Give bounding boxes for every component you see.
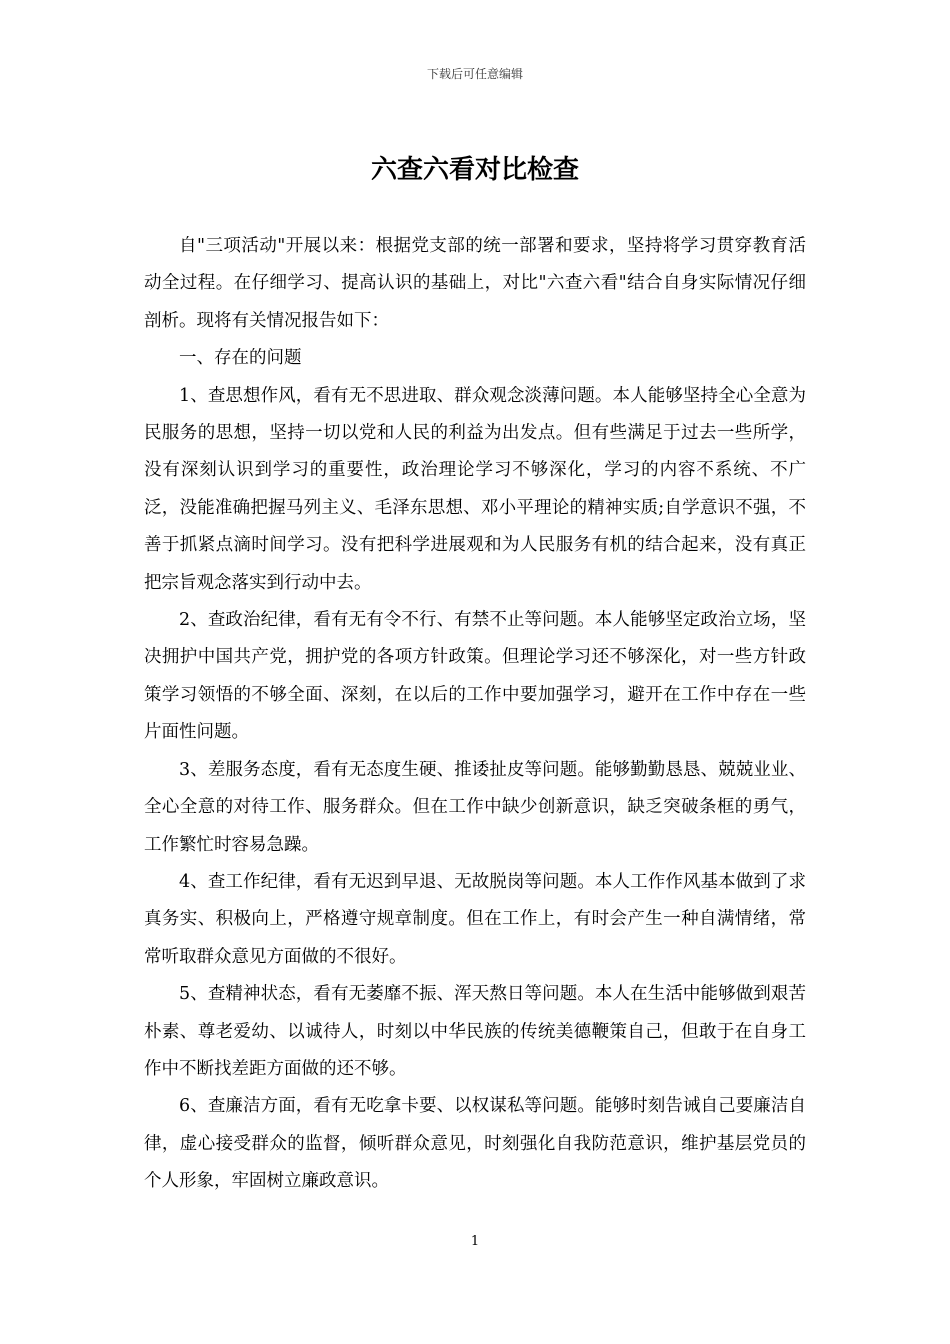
- document-title: 六查六看对比检查: [370, 155, 579, 185]
- paragraph-item-2: 2、查政治纪律，看有无有令不行、有禁不止等问题。本人能够坚定政治立场，坚决拥护中国共产党，拥护党的各项方针政策。但理论学习还不够深化，对一些方针政策学习领悟的不够全面、深刻，在以后的工作中要加强学习，避开在工作中存在一些片面性问题。: [144, 610, 806, 743]
- page-number: 1: [470, 1234, 480, 1249]
- paragraph-item-6: 6、查廉洁方面，看有无吃拿卡要、以权谋私等问题。能够时刻告诫自己要廉洁自律，虚心接受群众的监督，倾听群众意见，时刻强化自我防范意识，维护基层党员的个人形象，牢固树立廉政意识。: [144, 1096, 806, 1192]
- header-note: 下载后可任意编辑: [426, 67, 523, 81]
- intro-paragraph: 自"三项活动"开展以来：根据党支部的统一部署和要求，坚持将学习贯穿教育活动全过程。在仔细学习、提高认识的基础上，对比"六查六看"结合自身实际情况仔细剖析。现将有关情况报告如下：: [144, 236, 806, 331]
- paragraph-item-1: 1、查思想作风，看有无不思进取、群众观念淡薄问题。本人能够坚持全心全意为民服务的思想，坚持一切以党和人民的利益为出发点。但有些满足于过去一些所学，没有深刻认识到学习的重要性，政治理论学习不够深化，学习的内容不系统、不广泛，没能准确把握马列主义、毛泽东思想、邓小平理论的精神实质;自学意识不强，不善于抓紧点滴时间学习。没有把科学进展观和为人民服务有机的结合起来，没有真正把宗旨观念落实到行动中去。: [144, 385, 806, 593]
- paragraph-item-3: 3、差服务态度，看有无态度生硬、推诿扯皮等问题。能够勤勤恳恳、兢兢业业、全心全意的对待工作、服务群众。但在工作中缺少创新意识，缺乏突破条框的勇气，工作繁忙时容易急躁。: [144, 759, 806, 855]
- section-heading-problems: 一、存在的问题: [179, 348, 302, 369]
- document-body: [144, 228, 806, 1201]
- paragraph-item-5: 5、查精神状态，看有无萎靡不振、浑天熬日等问题。本人在生活中能够做到艰苦朴素、尊老爱幼、以诚待人，时刻以中华民族的传统美德鞭策自己，但敢于在自身工作中不断找差距方面做的还不够。: [144, 984, 806, 1079]
- paragraph-item-4: 4、查工作纪律，看有无迟到早退、无故脱岗等问题。本人工作作风基本做到了求真务实、积极向上，严格遵守规章制度。但在工作上，有时会产生一种自满情绪，常常听取群众意见方面做的不很好。: [144, 871, 806, 967]
